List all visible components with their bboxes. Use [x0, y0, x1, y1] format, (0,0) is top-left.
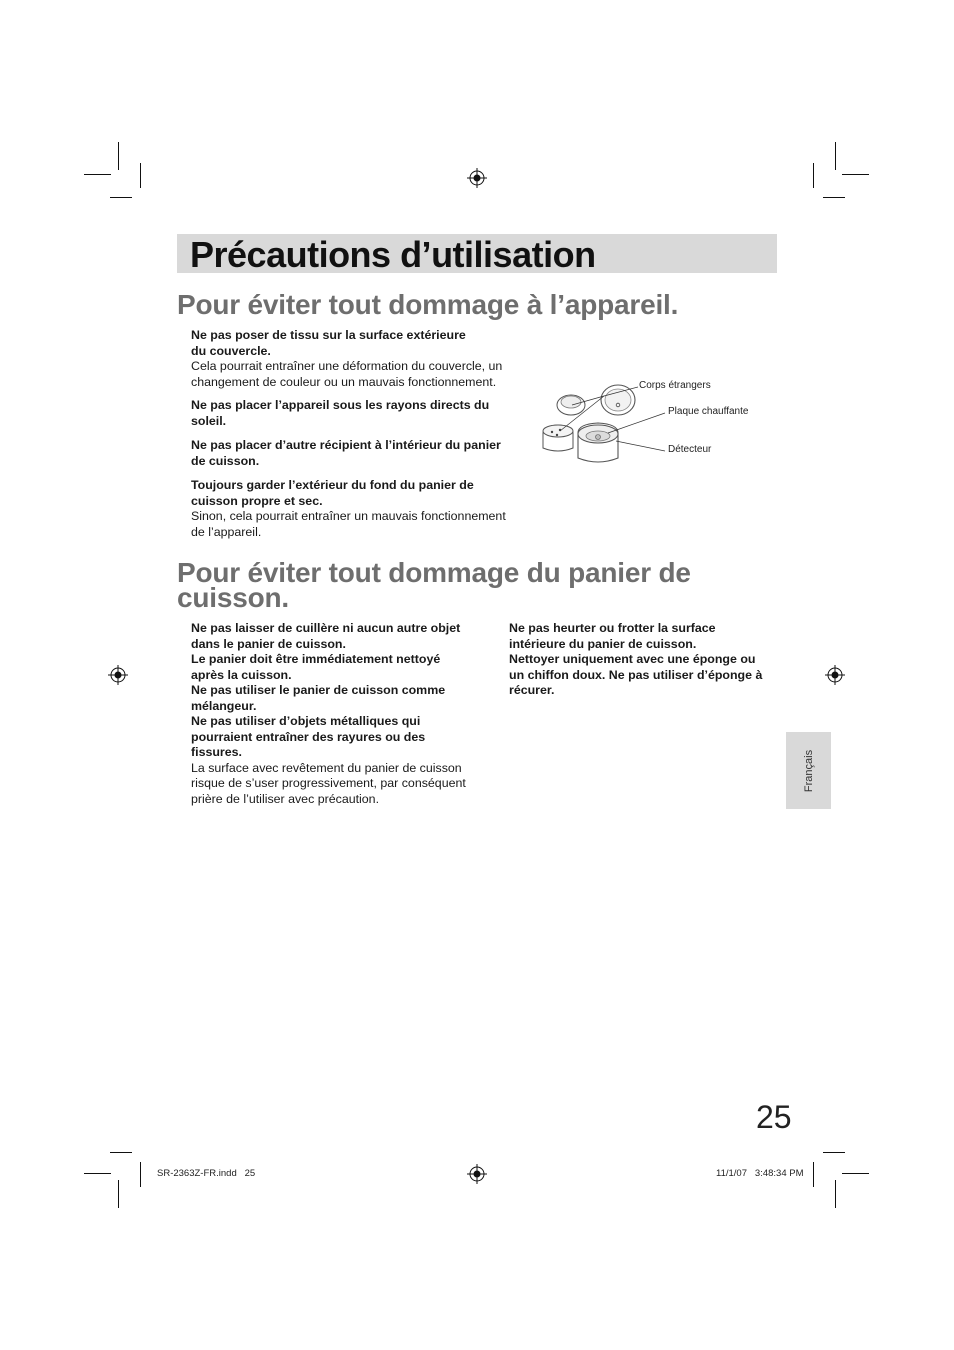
crop-mark	[84, 174, 111, 175]
crop-mark	[813, 1162, 814, 1187]
language-tab	[786, 732, 831, 809]
precaution-text-line: La surface avec revêtement du panier de cuisson	[191, 760, 462, 775]
section-heading-line: Pour éviter tout dommage du panier de	[177, 557, 691, 588]
page-number: 25	[756, 1099, 792, 1135]
precaution-text-line: risque de s’user progressivement, par conséquent	[191, 776, 466, 790]
crop-mark	[842, 1173, 869, 1174]
crop-mark	[835, 142, 836, 170]
crop-mark	[140, 1162, 141, 1187]
precaution-item	[191, 398, 531, 429]
crop-mark	[110, 197, 132, 198]
precaution-text-line: Cela pourrait entraîner une déformation du couvercle, un	[191, 359, 503, 373]
crop-mark	[118, 142, 119, 170]
section-heading-line: cuisson.	[177, 582, 289, 613]
precaution-bold-line: soleil.	[191, 413, 227, 428]
precaution-bold-line: de cuisson.	[191, 453, 260, 468]
title-bar	[177, 234, 777, 273]
precaution-bold-line: Ne pas laisser de cuillère ni aucun autre objet	[191, 621, 461, 635]
crop-mark	[835, 1180, 836, 1208]
crop-mark	[118, 1180, 119, 1208]
crop-mark	[823, 1152, 845, 1153]
page-title: Précautions d’utilisation	[190, 234, 596, 275]
language-tab-label: Français	[802, 749, 815, 792]
precaution-bold-line: pourraient entraîner des rayures ou des	[191, 729, 426, 744]
precaution-text-line: changement de couleur ou un mauvais fonctionnement.	[191, 374, 497, 389]
precaution-text-line: Sinon, cela pourrait entraîner un mauvais fonctionnement	[191, 509, 506, 523]
section-heading-basket	[177, 557, 777, 613]
precaution-text-line: prière de l’utiliser avec précaution.	[191, 791, 380, 806]
precaution-bold-line: après la cuisson.	[191, 667, 292, 682]
precaution-column-right	[509, 621, 789, 699]
crop-mark	[140, 163, 141, 188]
precaution-bold-line: intérieure du panier de cuisson.	[509, 636, 697, 651]
footer-file-name: SR-2363Z-FR.indd 25	[157, 1168, 256, 1179]
precaution-bold-line: Le panier doit être immédiatement nettoyé	[191, 652, 441, 666]
registration-mark-icon	[467, 168, 487, 188]
precaution-bold-line: Ne pas utiliser le panier de cuisson comme	[191, 683, 446, 697]
precaution-bold-line: récurer.	[509, 683, 555, 697]
precaution-item	[191, 478, 531, 540]
section-heading-appliance: Pour éviter tout dommage à l’appareil.	[177, 289, 679, 320]
crop-mark	[813, 163, 814, 188]
precaution-item	[191, 438, 531, 469]
diagram-label-sensor: Détecteur	[668, 444, 712, 455]
precaution-bold-line: Ne pas placer l’appareil sous les rayons directs du	[191, 398, 490, 412]
registration-mark-icon	[825, 665, 845, 685]
precaution-bold-line: Ne pas poser de tissu sur la surface extérieure	[191, 328, 466, 342]
precaution-bold-line: du couvercle.	[191, 343, 271, 358]
precaution-bold-line: cuisson propre et sec.	[191, 493, 323, 508]
precaution-bold-line: mélangeur.	[191, 698, 257, 713]
crop-mark	[84, 1173, 111, 1174]
crop-mark	[823, 197, 845, 198]
cooking-basket-diagram	[538, 378, 668, 468]
precaution-text-line: de l’appareil.	[191, 524, 262, 539]
precaution-item	[191, 328, 531, 390]
precaution-bold-line: Ne pas heurter ou frotter la surface	[509, 621, 716, 635]
crop-mark	[110, 1152, 132, 1153]
precaution-column-left	[191, 621, 491, 807]
registration-mark-icon	[467, 1164, 487, 1184]
diagram-label-heating-plate: Plaque chauffante	[668, 406, 749, 417]
precaution-bold-line: Nettoyer uniquement avec une éponge ou	[509, 652, 756, 666]
precaution-bold-line: Toujours garder l’extérieur du fond du panier de	[191, 478, 474, 492]
precaution-bold-line: dans le panier de cuisson.	[191, 636, 346, 651]
precaution-bold-line: fissures.	[191, 745, 242, 759]
precaution-bold-line: Ne pas placer d’autre récipient à l’intérieur du panier	[191, 438, 501, 452]
precaution-bold-line: Ne pas utiliser d’objets métalliques qui	[191, 714, 421, 728]
diagram-label-foreign-matter: Corps étrangers	[639, 380, 711, 391]
precaution-bold-line: un chiffon doux. Ne pas utiliser d’éponge à	[509, 667, 763, 682]
footer-timestamp: 11/1/07 3:48:34 PM	[716, 1168, 804, 1179]
registration-mark-icon	[108, 665, 128, 685]
crop-mark	[842, 174, 869, 175]
